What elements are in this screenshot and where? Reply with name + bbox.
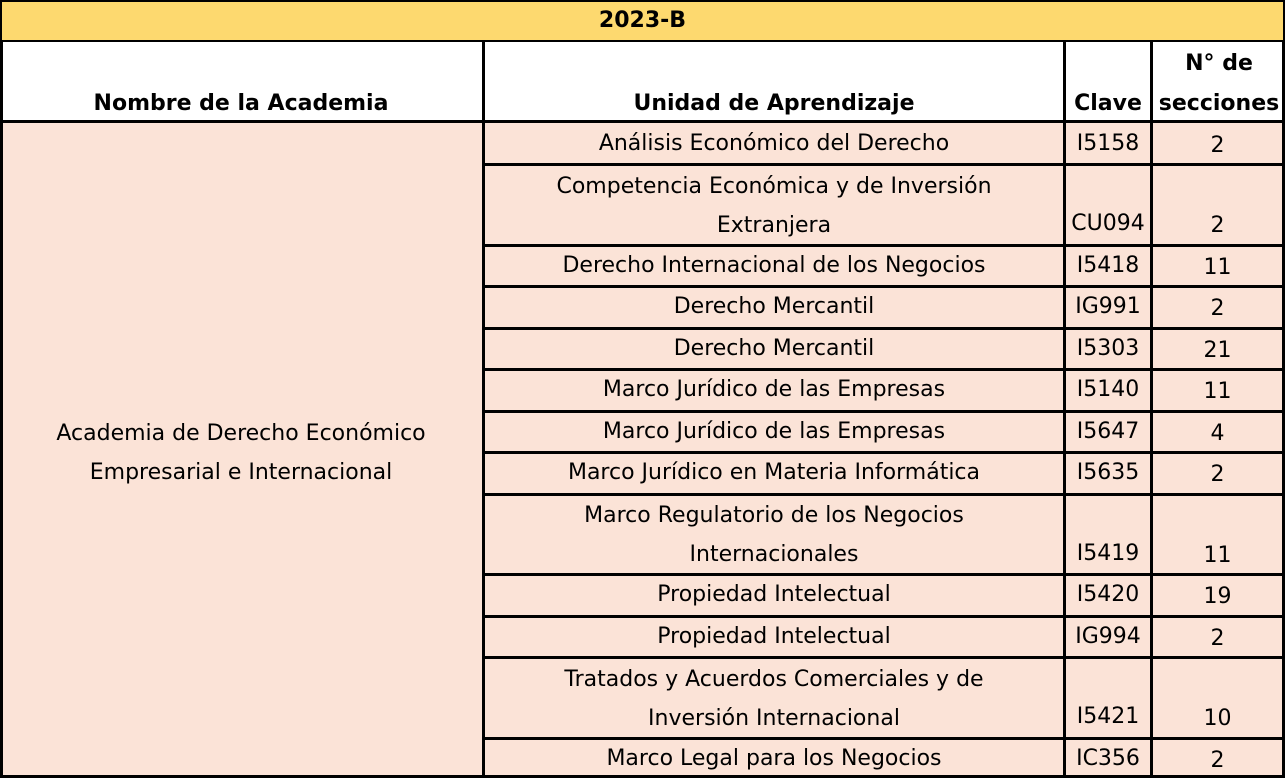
secciones-cell: 21 (1203, 337, 1232, 363)
unidad-cell: Marco Jurídico de las Empresas (602, 377, 946, 402)
header-unidad: Unidad de Aprendizaje (633, 91, 915, 116)
academia-name-line2: Empresarial e Internacional (89, 460, 393, 485)
secciones-cell: 2 (1210, 747, 1225, 773)
unidad-cell: Derecho Internacional de los Negocios (562, 252, 986, 278)
unidad-cell: Marco Legal para los Negocios (606, 745, 942, 771)
unidad-cell: Marco Jurídico de las Empresas (602, 418, 946, 444)
header-secciones-line1: N° de (1185, 51, 1253, 76)
grid-line (0, 40, 3, 778)
unidad-cell-line1: Tratados y Acuerdos Comerciales y de (564, 666, 984, 692)
secciones-cell: 2 (1210, 296, 1225, 321)
secciones-cell: 2 (1210, 213, 1225, 238)
term-title: 2023-B (0, 0, 1285, 42)
clave-cell: I5418 (1076, 252, 1140, 278)
clave-cell: I5420 (1076, 582, 1140, 607)
unidad-cell: Análisis Económico del Derecho (598, 130, 950, 156)
secciones-cell: 19 (1203, 584, 1232, 609)
secciones-cell: 2 (1210, 462, 1225, 487)
clave-cell: I5421 (1076, 704, 1140, 729)
secciones-cell: 2 (1210, 132, 1225, 158)
grid-line (482, 40, 485, 778)
secciones-cell: 11 (1203, 379, 1232, 404)
clave-cell: IG994 (1075, 623, 1141, 649)
clave-cell: I5635 (1076, 460, 1140, 485)
unidad-cell: Derecho Mercantil (673, 335, 875, 361)
academia-name-line1: Academia de Derecho Económico (56, 421, 426, 446)
unidad-cell-line1: Marco Regulatorio de los Negocios (584, 503, 964, 528)
unidad-cell: Derecho Mercantil (673, 294, 875, 319)
secciones-cell: 4 (1210, 420, 1225, 446)
clave-cell: IC356 (1076, 745, 1140, 771)
header-secciones-line2: secciones (1158, 91, 1280, 116)
header-academia: Nombre de la Academia (93, 91, 389, 116)
clave-cell: I5419 (1076, 540, 1140, 566)
clave-cell: I5140 (1076, 377, 1140, 402)
unidad-cell-line2: Extranjera (716, 212, 832, 238)
clave-cell: I5647 (1076, 418, 1140, 444)
grid-line (1150, 40, 1153, 778)
header-clave: Clave (1074, 91, 1142, 116)
grid-line (0, 120, 1285, 123)
clave-cell: I5303 (1076, 335, 1140, 361)
clave-cell: CU094 (1071, 211, 1145, 236)
unidad-cell-line1: Competencia Económica y de Inversión (556, 173, 992, 199)
unidad-cell: Marco Jurídico en Materia Informática (567, 460, 981, 485)
unidad-cell-line2: Inversión Internacional (648, 705, 900, 731)
secciones-cell: 11 (1203, 254, 1232, 280)
clave-cell: IG991 (1075, 294, 1141, 319)
clave-cell: I5158 (1076, 130, 1140, 156)
unidad-cell-line2: Internacionales (689, 542, 859, 567)
secciones-cell: 10 (1203, 706, 1232, 731)
unidad-cell: Propiedad Intelectual (657, 623, 891, 649)
secciones-cell: 11 (1203, 542, 1232, 568)
secciones-cell: 2 (1210, 625, 1225, 651)
unidad-cell: Propiedad Intelectual (657, 582, 891, 607)
grid-line (1063, 40, 1066, 778)
